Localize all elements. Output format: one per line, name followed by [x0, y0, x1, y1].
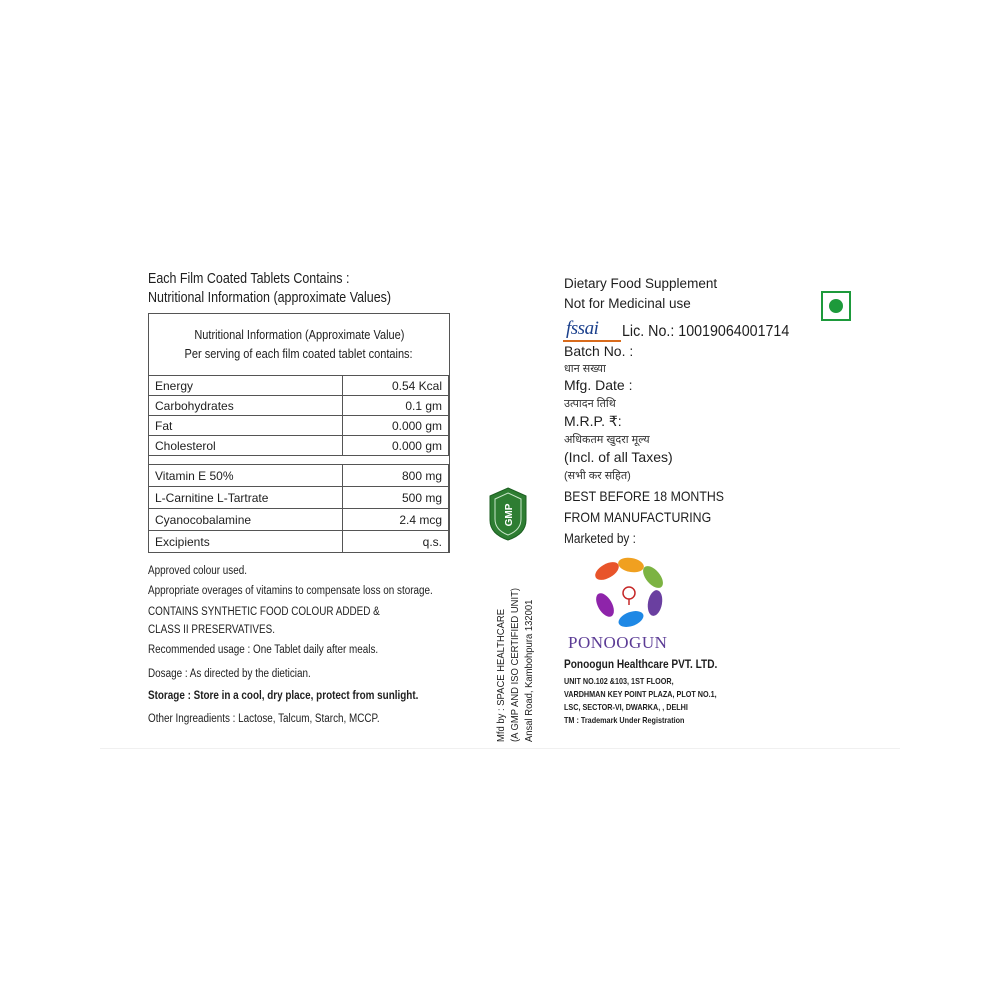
row-value: 500 mg — [343, 487, 449, 509]
row-name: Carbohydrates — [149, 396, 343, 416]
row-name: Energy — [149, 376, 343, 396]
fssai-logo: fssai — [566, 318, 599, 339]
incl-taxes-label: (Incl. of all Taxes) — [564, 449, 673, 465]
nutrition-heading: Nutritional Information (approximate Values) — [148, 290, 392, 306]
best-before-line-1: BEST BEFORE 18 MONTHS — [564, 488, 724, 504]
mfg-date-label: Mfg. Date : — [564, 377, 633, 393]
row-value: 0.000 gm — [343, 436, 449, 456]
address-line-2: VARDHMAN KEY POINT PLAZA, PLOT NO.1, — [564, 689, 717, 699]
contents-heading: Each Film Coated Tablets Contains : — [148, 271, 350, 287]
row-value: q.s. — [343, 531, 449, 553]
mrp-label: M.R.P. ₹: — [564, 413, 622, 429]
fssai-underline — [563, 340, 621, 342]
mfd-line-1: Mfd by : SPACE HEALTHCARE — [495, 608, 507, 742]
mfg-date-hindi: उत्पादन तिथि — [564, 398, 616, 410]
table-row — [149, 396, 449, 416]
table-row — [149, 487, 449, 509]
note-preservatives: CLASS II PRESERVATIVES. — [148, 624, 275, 636]
row-name: Cholesterol — [149, 436, 343, 456]
ingredient-table — [148, 464, 449, 553]
table-row — [149, 376, 449, 396]
batch-hindi: धान सख्या — [564, 363, 606, 375]
gmp-label: GMP — [504, 503, 515, 527]
gmp-seal-icon — [486, 486, 530, 542]
table-row — [149, 416, 449, 436]
nutrition-box-subtitle: Per serving of each film coated tablet contains: — [184, 347, 414, 361]
row-value: 0.1 gm — [343, 396, 449, 416]
nutrition-box-title: Nutritional Information (Approximate Value) — [193, 328, 405, 342]
mfd-line-3: Ansal Road, Kambohpura 132001 — [523, 599, 535, 742]
note-usage: Recommended usage : One Tablet daily after meals. — [148, 644, 379, 656]
note-overages: Appropriate overages of vitamins to compensate loss on storage. — [148, 585, 433, 597]
row-value: 0.000 gm — [343, 416, 449, 436]
note-storage: Storage : Store in a cool, dry place, protect from sunlight. — [148, 690, 419, 702]
marketed-by-label: Marketed by : — [564, 531, 636, 546]
mfd-line-2: (A GMP AND ISO CERTIFIED UNIT) — [509, 587, 521, 742]
address-line-1: UNIT NO.102 &103, 1ST FLOOR, — [564, 676, 674, 686]
mrp-hindi: अधिकतम खुदरा मूल्य — [564, 434, 650, 446]
nutrition-table — [148, 375, 449, 456]
note-synthetic-colour: CONTAINS SYNTHETIC FOOD COLOUR ADDED & — [148, 606, 380, 618]
best-before-line-2: FROM MANUFACTURING — [564, 509, 712, 525]
row-name: Vitamin E 50% — [149, 465, 343, 487]
table-row — [149, 465, 449, 487]
note-ingredients: Other Ingreadients : Lactose, Talcum, Starch, MCCP. — [148, 713, 380, 725]
row-value: 800 mg — [343, 465, 449, 487]
brand-name: PONOOGUN — [568, 633, 668, 652]
bottom-divider — [100, 748, 900, 749]
row-name: Fat — [149, 416, 343, 436]
trademark-note: TM : Trademark Under Registration — [564, 715, 685, 725]
row-value: 0.54 Kcal — [343, 376, 449, 396]
ponoogun-logo-icon — [585, 555, 675, 635]
veg-mark-icon — [821, 291, 851, 321]
row-name: Cyanocobalamine — [149, 509, 343, 531]
incl-taxes-hindi: (सभी कर सहित) — [564, 470, 631, 482]
table-row — [149, 436, 449, 456]
address-line-3: LSC, SECTOR-VI, DWARKA, , DELHI — [564, 702, 688, 712]
row-value: 2.4 mcg — [343, 509, 449, 531]
dietary-supplement-label: Dietary Food Supplement — [564, 276, 718, 291]
row-name: L-Carnitine L-Tartrate — [149, 487, 343, 509]
note-dosage: Dosage : As directed by the dietician. — [148, 668, 311, 680]
batch-label: Batch No. : — [564, 343, 634, 359]
table-row — [149, 509, 449, 531]
not-medicinal-label: Not for Medicinal use — [564, 296, 691, 311]
note-colour: Approved colour used. — [148, 565, 247, 577]
table-row — [149, 531, 449, 553]
license-number: Lic. No.: 10019064001714 — [622, 323, 790, 340]
veg-dot — [829, 299, 843, 313]
company-name: Ponoogun Healthcare PVT. LTD. — [564, 659, 718, 671]
row-name: Excipients — [149, 531, 343, 553]
